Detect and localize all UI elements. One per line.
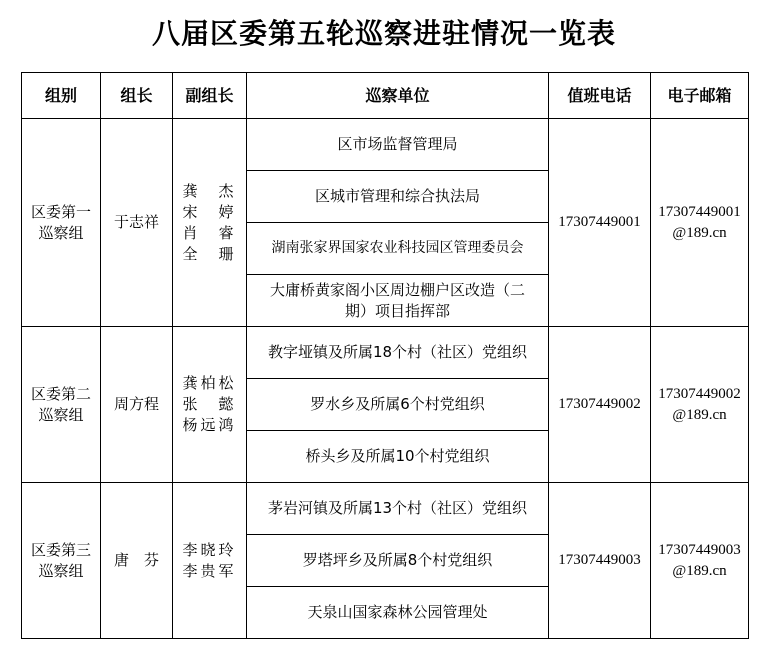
inspected-unit: 天泉山国家森林公园管理处 (247, 587, 549, 639)
email: 17307449001@189.cn (651, 119, 749, 327)
inspected-unit: 湖南张家界国家农业科技园区管理委员会 (247, 223, 549, 275)
deputy-name: 肖 睿 (182, 223, 237, 242)
header-deputy: 副组长 (173, 73, 247, 119)
duty-phone: 17307449002 (549, 327, 651, 483)
header-row (22, 73, 749, 119)
header-group: 组别 (22, 73, 101, 119)
deputy-name: 龚 杰 (182, 181, 237, 200)
duty-phone: 17307449001 (549, 119, 651, 327)
deputy-name: 李贵军 (182, 561, 237, 580)
group-name: 区委第三巡察组 (22, 483, 101, 639)
inspected-unit: 区市场监督管理局 (247, 119, 549, 171)
group-deputies (173, 119, 247, 327)
group-name: 区委第一巡察组 (22, 119, 101, 327)
group-deputies (173, 327, 247, 483)
deputy-name: 张 懿 (182, 395, 237, 413)
inspected-unit: 罗塔坪乡及所属8个村党组织 (247, 535, 549, 587)
inspection-table (21, 72, 749, 639)
header-unit: 巡察单位 (247, 73, 549, 119)
inspected-unit: 区城市管理和综合执法局 (247, 171, 549, 223)
table-row (22, 327, 749, 379)
inspected-unit: 茅岩河镇及所属13个村（社区）党组织 (247, 483, 549, 535)
page-title: 八届区委第五轮巡察进驻情况一览表 (151, 17, 616, 50)
deputy-name: 李晓玲 (182, 540, 237, 559)
table-row (22, 119, 749, 171)
group-name: 区委第二巡察组 (22, 327, 101, 483)
header-leader: 组长 (101, 73, 173, 119)
group-leader: 周方程 (101, 327, 173, 483)
email: 17307449002@189.cn (651, 327, 749, 483)
group-leader: 唐 芬 (101, 483, 173, 639)
inspected-unit: 大庸桥黄家阁小区周边棚户区改造（二期）项目指挥部 (247, 275, 549, 327)
group-leader: 于志祥 (101, 119, 173, 327)
group-deputies (173, 483, 247, 639)
email: 17307449003@189.cn (651, 483, 749, 639)
deputy-name: 龚柏松 (182, 374, 237, 392)
duty-phone: 17307449003 (549, 483, 651, 639)
deputy-name: 宋 婷 (182, 202, 237, 221)
deputy-name: 全 珊 (182, 244, 237, 263)
inspected-unit: 桥头乡及所属10个村党组织 (247, 431, 549, 483)
deputy-name: 杨远鸿 (182, 416, 237, 434)
inspected-unit: 罗水乡及所属6个村党组织 (247, 379, 549, 431)
inspected-unit: 教字垭镇及所属18个村（社区）党组织 (247, 327, 549, 379)
header-phone: 值班电话 (549, 73, 651, 119)
table-row (22, 483, 749, 535)
header-email: 电子邮箱 (651, 73, 749, 119)
